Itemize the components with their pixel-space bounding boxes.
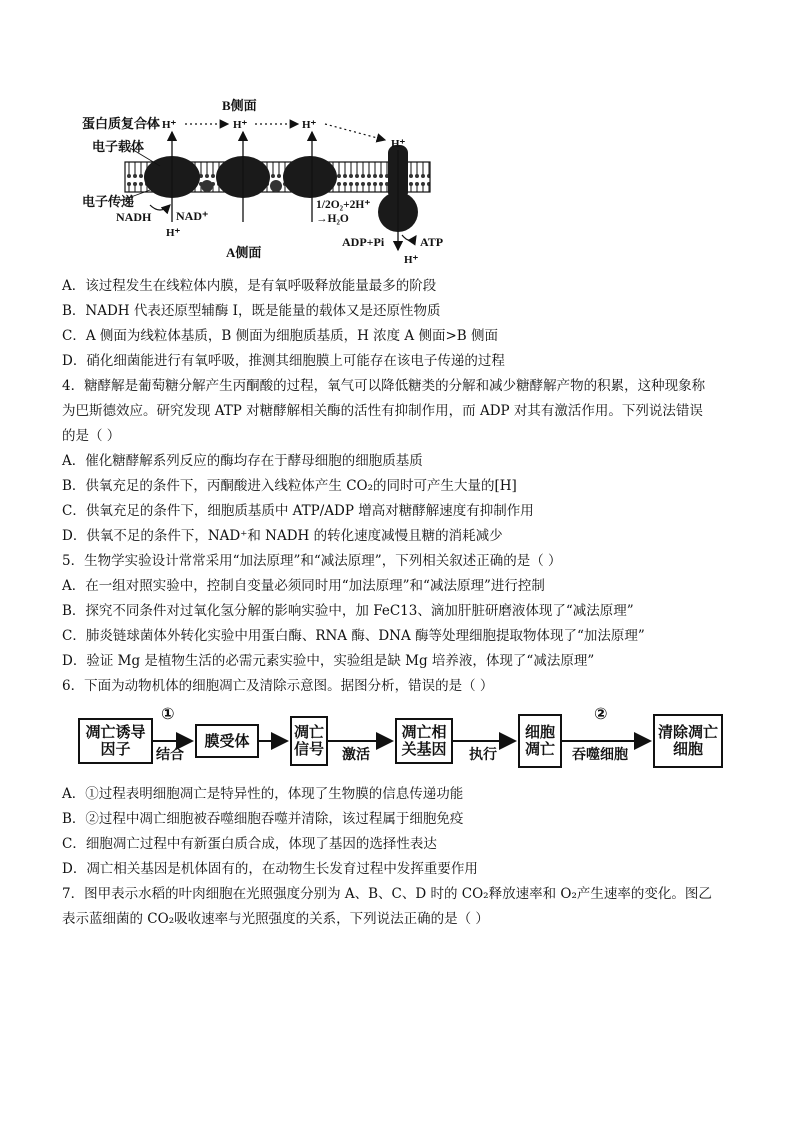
protein-complex-label: 蛋白质复合体	[82, 116, 161, 131]
option-line: A．催化糖酵解系列反应的酶均存在于酵母细胞的细胞质基质	[62, 453, 423, 469]
h-plus-label: H⁺	[166, 227, 181, 239]
option-line: B．②过程中凋亡细胞被吞噬细胞吞噬并清除，该过程属于细胞免疫	[62, 811, 464, 827]
option-line: B．供氧充足的条件下，丙酮酸进入线粒体产生 CO₂的同时可产生大量的[H]	[62, 478, 517, 494]
option-line: A．在一组对照实验中，控制自变量必须同时用“加法原理”和“减法原理”进行控制	[62, 578, 545, 594]
option-line: D．验证 Mg 是植物生活的必需元素实验中，实验组是缺 Mg 培养液，体现了“减法原理”	[62, 653, 595, 669]
electron-transfer-label: 电子传递	[82, 194, 135, 209]
oxygen-equation-label: 1/2O₂+2H⁺	[316, 199, 371, 211]
flow-box-signal: 凋亡信号	[290, 716, 328, 766]
electron-transport-diagram	[0, 0, 794, 270]
question-stem: 5．生物学实验设计常常采用“加法原理”和“减法原理”，下列相关叙述正确的是（ ）	[62, 553, 562, 569]
question-stem: 的是（ ）	[62, 428, 121, 444]
adp-pi-label: ADP+Pi	[342, 235, 385, 249]
nad-plus-label: NAD⁺	[176, 209, 209, 223]
option-line: D．供氧不足的条件下，NAD⁺和 NADH 的转化速度减慢且糖的消耗减少	[62, 528, 503, 544]
step-label: 结合	[156, 747, 184, 763]
option-line: A．该过程发生在线粒体内膜，是有氧呼吸释放能量最多的阶段	[62, 278, 437, 294]
electron-carrier-label: 电子载体	[92, 139, 145, 154]
h-plus-label: H⁺	[391, 138, 406, 150]
nadh-label: NADH	[116, 210, 152, 224]
h-plus-label: H⁺	[302, 119, 317, 131]
step-label: 执行	[469, 747, 497, 763]
option-line: B．NADH 代表还原型辅酶 I，既是能量的载体又是还原性物质	[62, 303, 441, 319]
oxygen-equation-label: →H₂O	[316, 213, 349, 225]
h-plus-label: H⁺	[404, 254, 419, 266]
protein-complex-3	[283, 156, 337, 198]
question-stem: 6．下面为动物机体的细胞凋亡及清除示意图。据图分析，错误的是（ ）	[62, 678, 494, 694]
flow-box-clearance: 清除凋亡细胞	[653, 714, 723, 768]
apoptosis-flow-diagram	[0, 700, 794, 780]
step-label: 吞噬细胞	[572, 747, 628, 763]
atp-label: ATP	[420, 235, 444, 249]
question-stem: 4．糖酵解是葡萄糖分解产生丙酮酸的过程，氧气可以降低糖类的分解和减少糖酵解产物的积累，这种现象称	[62, 378, 706, 394]
question-stem: 为巴斯德效应。研究发现 ATP 对糖酵解相关酶的活性有抑制作用，而 ADP 对其有激活作用。下列说法错误	[62, 403, 703, 419]
flow-box-receptor: 膜受体	[195, 724, 259, 758]
electron-carrier	[201, 180, 213, 192]
h-plus-label: H⁺	[162, 119, 177, 131]
h-plus-label: H⁺	[233, 119, 248, 131]
b-side-label: B侧面	[222, 98, 257, 113]
step-label: 激活	[342, 747, 370, 763]
question-stem: 表示蓝细菌的 CO₂吸收速率与光照强度的关系，下列说法正确的是（ ）	[62, 911, 489, 927]
option-line: C．A 侧面为线粒体基质，B 侧面为细胞质基质，H 浓度 A 侧面>B 侧面	[62, 328, 499, 344]
option-line: C．细胞凋亡过程中有新蛋白质合成，体现了基因的选择性表达	[62, 836, 437, 852]
step-number: ①	[161, 704, 175, 723]
option-line: C．肺炎链球菌体外转化实验中用蛋白酶、RNA 酶、DNA 酶等处理细胞提取物体现了“加法原理”	[62, 628, 645, 644]
option-line: C．供氧充足的条件下，细胞质基质中 ATP/ADP 增高对糖酵解速度有抑制作用	[62, 503, 534, 519]
question-stem: 7．图甲表示水稻的叶肉细胞在光照强度分别为 A、B、C、D 时的 CO₂释放速率和 O₂产生速率的变化。图乙	[62, 886, 712, 902]
flow-box-apoptosis: 细胞凋亡	[518, 714, 562, 768]
step-number: ②	[594, 704, 608, 723]
a-side-label: A侧面	[226, 245, 262, 260]
option-line: D．凋亡相关基因是机体固有的，在动物生长发育过程中发挥重要作用	[62, 861, 478, 877]
option-line: B．探究不同条件对过氧化氢分解的影响实验中，加 FeC13、滴加肝脏研磨液体现了“减法原理”	[62, 603, 634, 619]
flow-box-inducer: 凋亡诱导因子	[78, 718, 153, 764]
flow-box-genes: 凋亡相关基因	[395, 718, 453, 764]
electron-carrier	[270, 180, 282, 192]
option-line: D．硝化细菌能进行有氧呼吸，推测其细胞膜上可能存在该电子传递的过程	[62, 353, 505, 369]
option-line: A．①过程表明细胞凋亡是特异性的，体现了生物膜的信息传递功能	[62, 786, 464, 802]
